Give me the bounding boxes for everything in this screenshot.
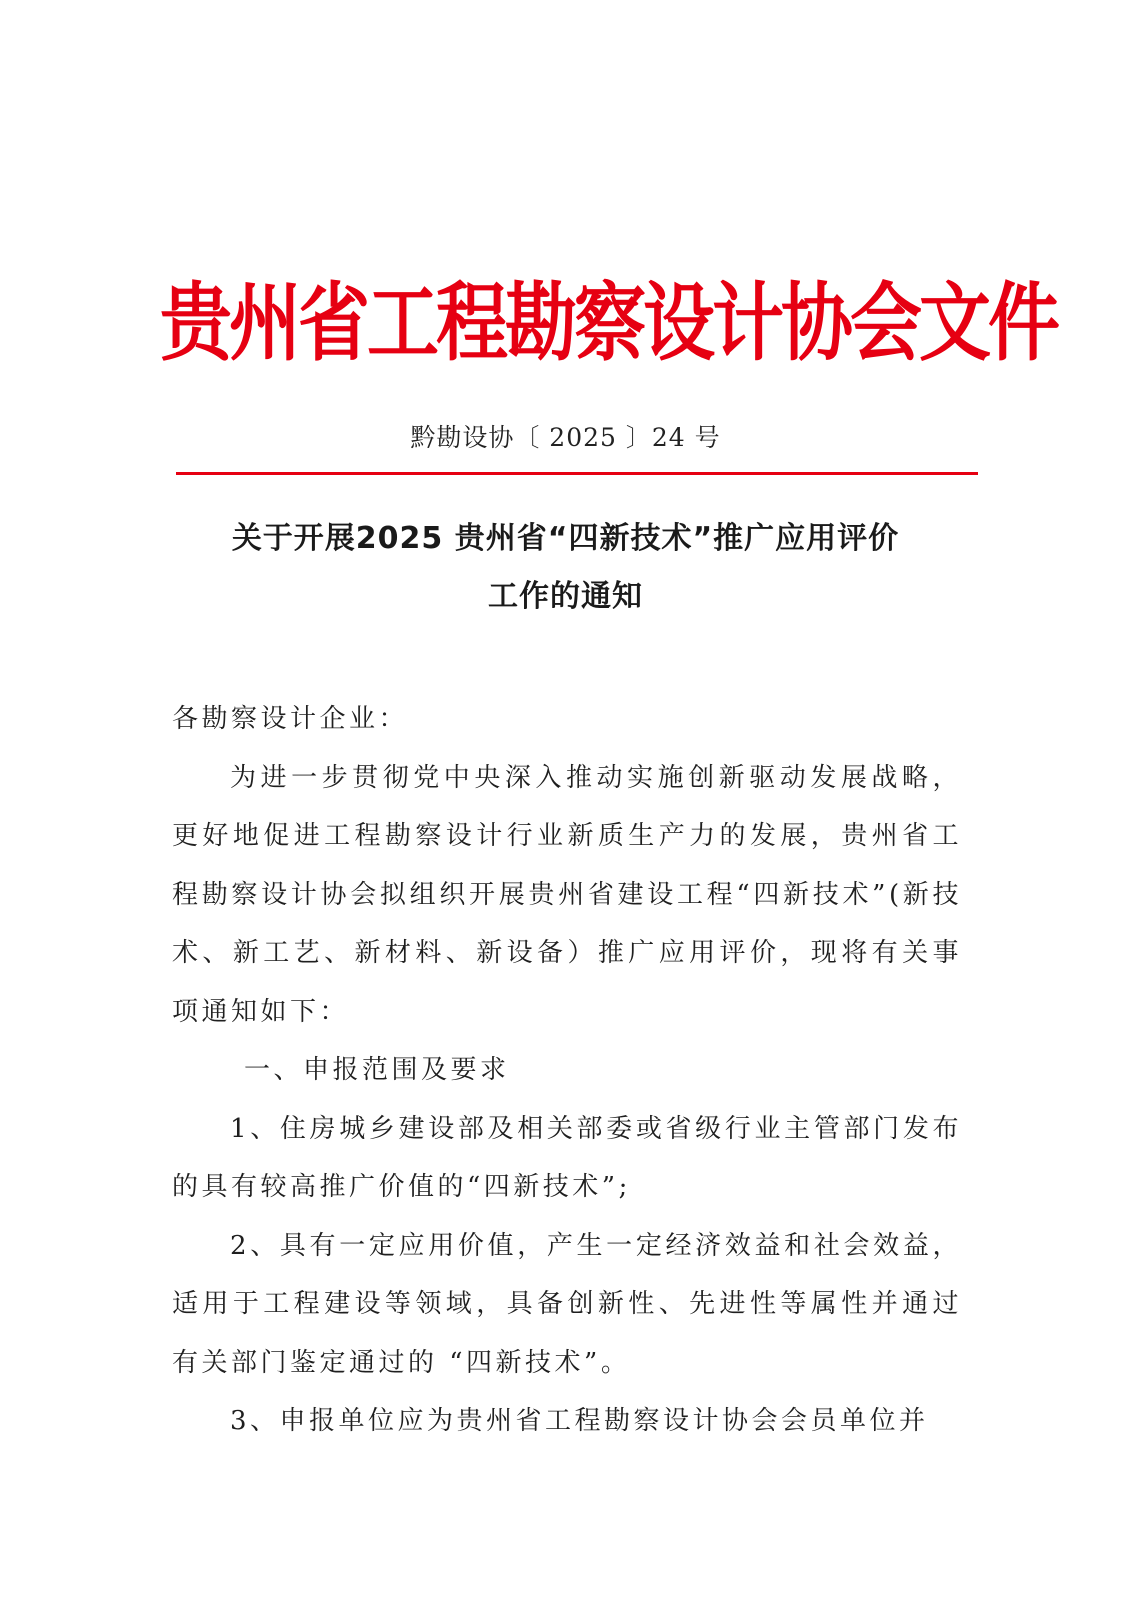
salutation: 各勘察设计企业： bbox=[172, 704, 409, 734]
section-1-heading: 一、申报范围及要求 bbox=[244, 1055, 510, 1085]
intro-paragraph: 为进一步贯彻党中央深入推动实施创新驱动发展战略，更好地促进工程勘察设计行业新质生产力的发展，贵州省工程勘察设计协会拟组织开展贵州省建设工程“四新技术”(新技术、新工艺、新材料、新设备）推广应用评价，现将有关事项通知如下： bbox=[172, 762, 962, 1027]
notice-title-line-2: 工作的通知 bbox=[488, 579, 643, 614]
list-item-3: 3、申报单位应为贵州省工程勘察设计协会会员单位并 bbox=[230, 1406, 929, 1436]
header-org-title: 贵州省工程勘察设计协会文件 bbox=[160, 273, 1058, 373]
notice-title-line-1: 关于开展2025 贵州省“四新技术”推广应用评价 bbox=[231, 521, 900, 556]
document-number: 黔勘设协〔 2025 〕24 号 bbox=[410, 423, 721, 452]
notice-title bbox=[150, 510, 981, 626]
list-item-2: 2、具有一定应用价值，产生一定经济效益和社会效益，适用于工程建设等领域，具备创新性、先进性等属性并通过有关部门鉴定通过的 “四新技术”。 bbox=[172, 1230, 962, 1378]
notice-body bbox=[172, 690, 962, 1451]
list-item-1: 1、住房城乡建设部及相关部委或省级行业主管部门发布的具有较高推广价值的“四新技术”; bbox=[172, 1113, 962, 1202]
red-divider-line bbox=[176, 472, 978, 475]
